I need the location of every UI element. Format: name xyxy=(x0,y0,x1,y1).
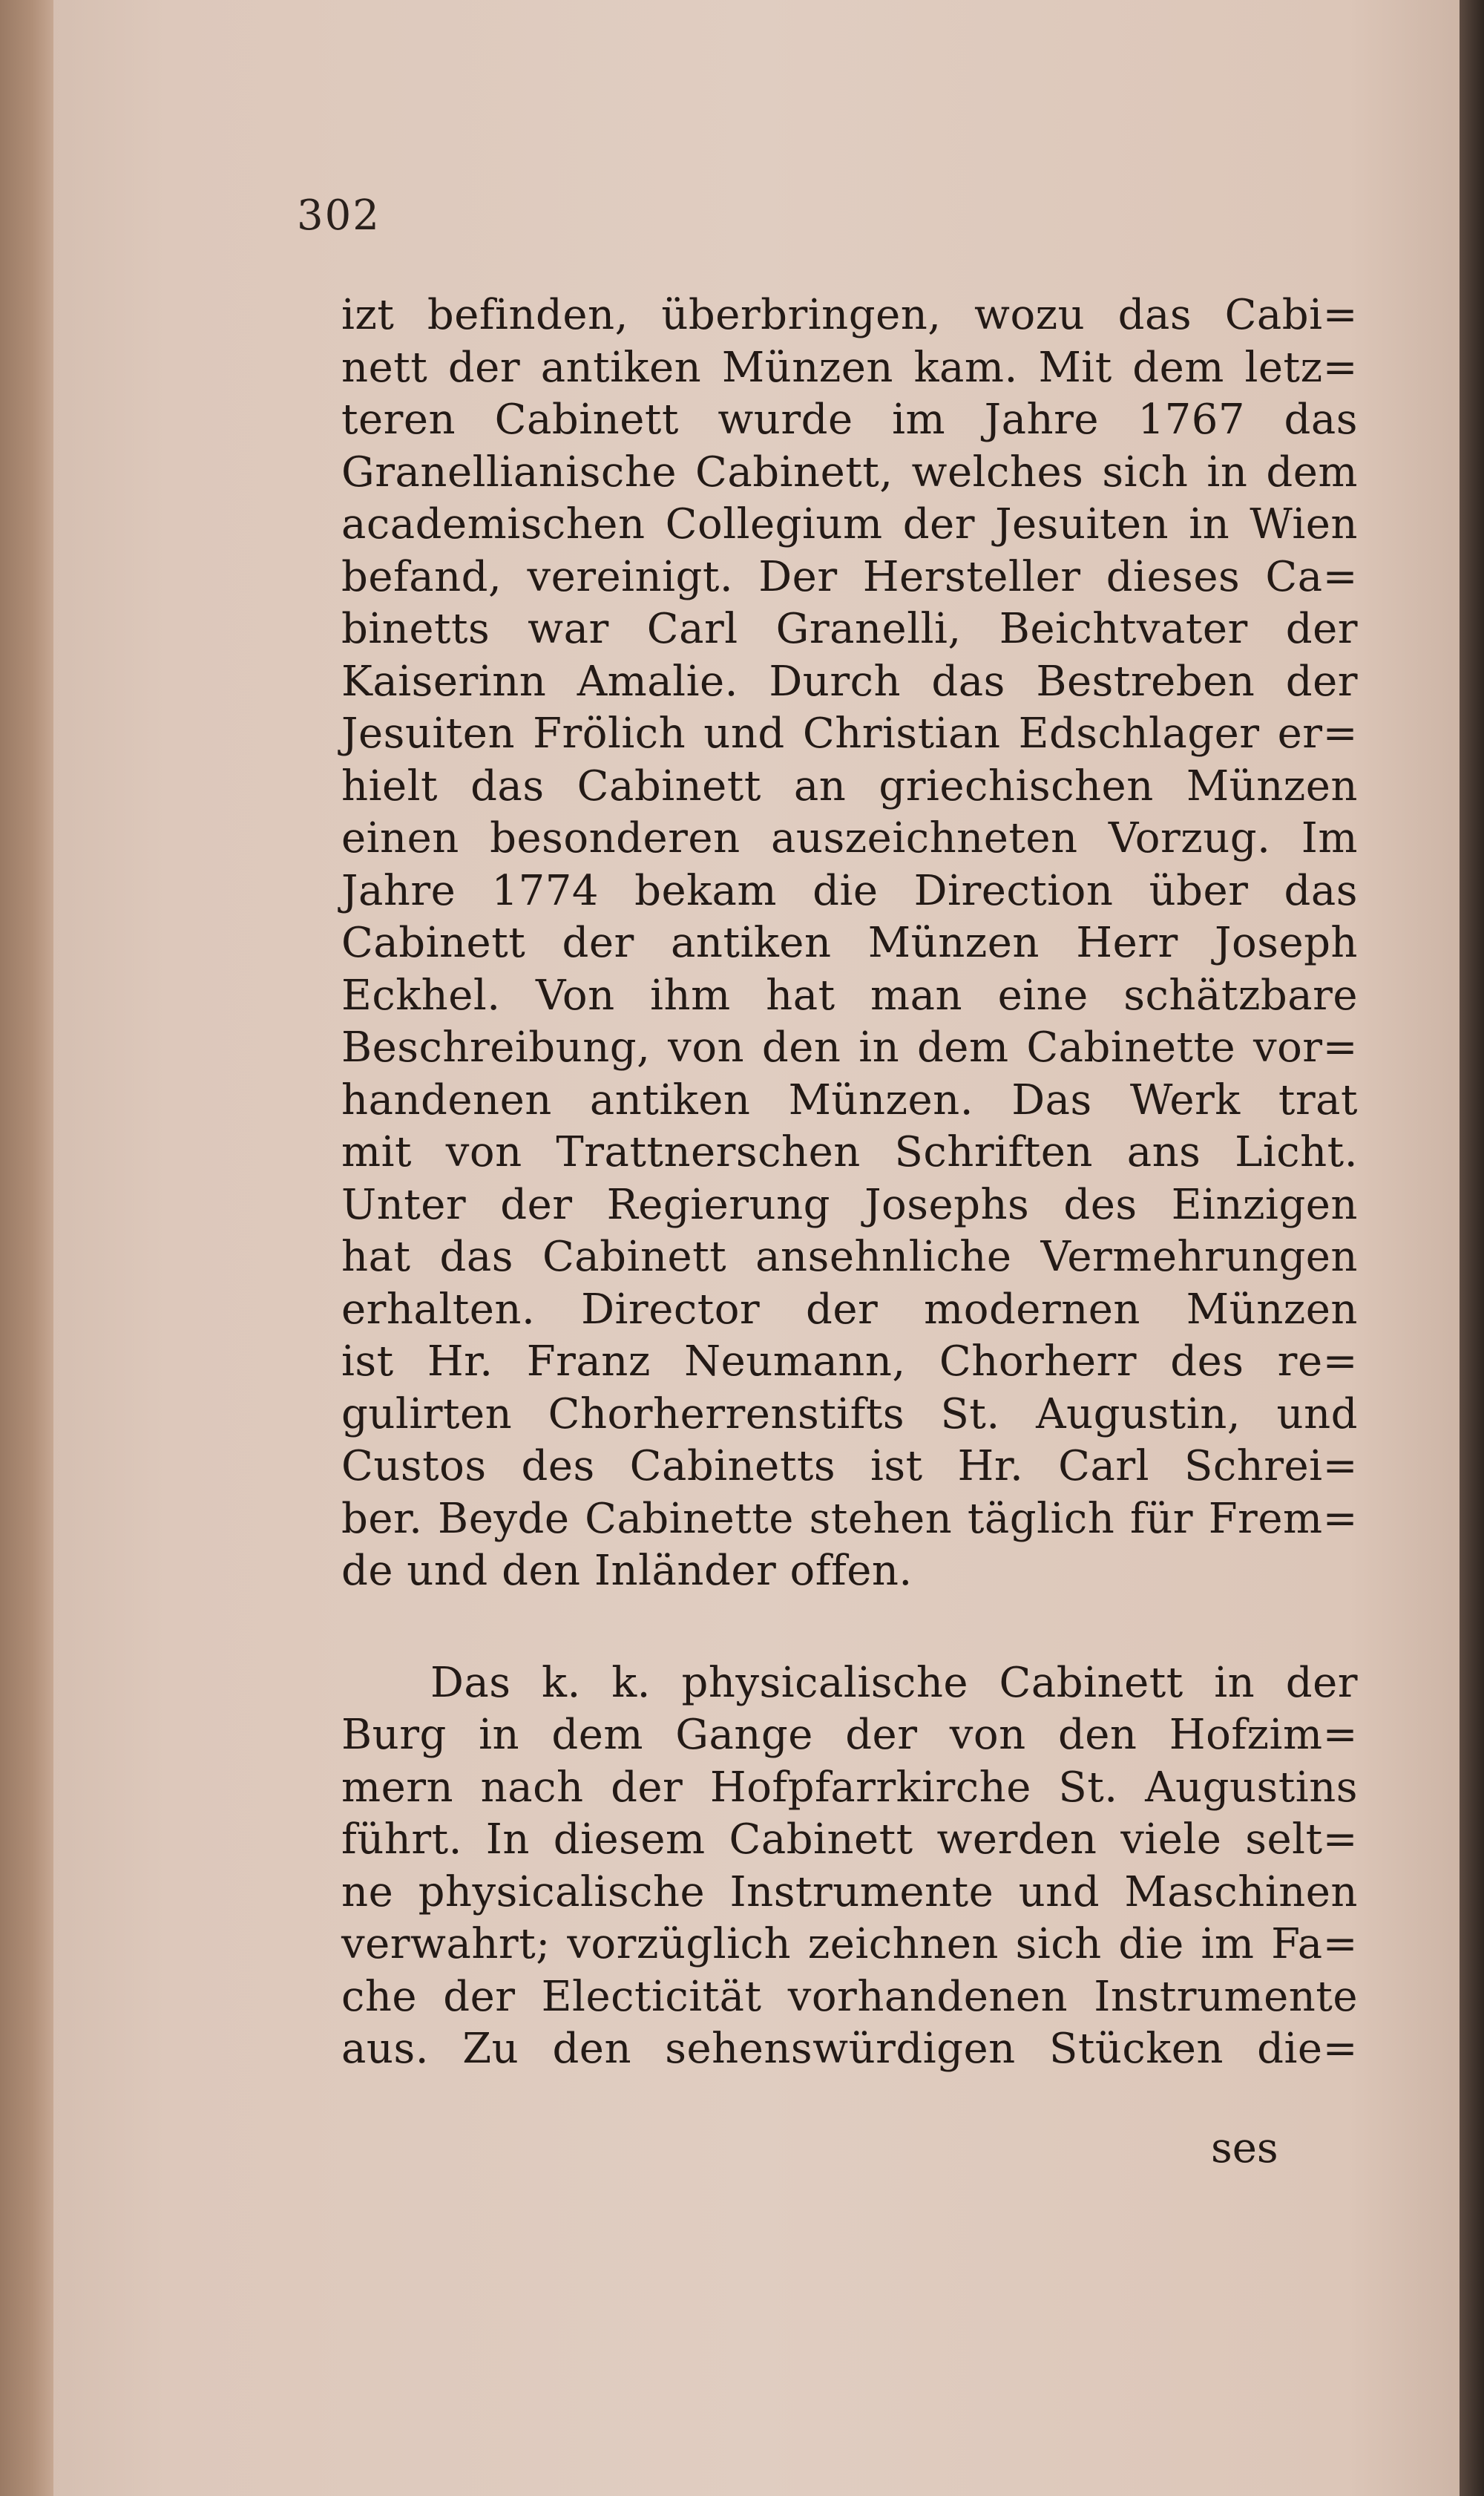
text-line: Unter der Regierung Josephs des Einzigen xyxy=(341,1180,1358,1229)
text-line: ber. Beyde Cabinette stehen täglich für Frem= xyxy=(341,1494,1358,1543)
text-line: erhalten. Director der modernen Münzen xyxy=(341,1285,1358,1334)
text-line: Granellianische Cabinett, welches sich in dem xyxy=(341,448,1358,497)
text-line: mit von Trattnerschen Schriften ans Licht. xyxy=(341,1128,1358,1176)
text-line: teren Cabinett wurde im Jahre 1767 das xyxy=(341,396,1358,444)
text-line: Custos des Cabinetts ist Hr. Carl Schrei= xyxy=(341,1442,1358,1490)
text-line: Cabinett der antiken Münzen Herr Joseph xyxy=(341,919,1358,967)
page-number: 302 xyxy=(297,191,381,240)
text-line: Beschreibung, von den in dem Cabinette vor= xyxy=(341,1023,1358,1072)
text-line: Kaiserinn Amalie. Durch das Bestreben der xyxy=(341,657,1358,706)
text-line: ne physicalische Instrumente und Maschinen xyxy=(341,1867,1358,1916)
text-line: Jahre 1774 bekam die Direction über das xyxy=(341,866,1358,915)
text-line: Jesuiten Frölich und Christian Edschlager er= xyxy=(341,710,1358,758)
text-line: binetts war Carl Granelli, Beichtvater der xyxy=(341,605,1358,653)
catchword: ses xyxy=(1211,2124,1278,2172)
text-line: hielt das Cabinett an griechischen Münzen xyxy=(341,761,1358,810)
text-line: gulirten Chorherrenstifts St. Augustin, und xyxy=(341,1389,1358,1438)
book-cover-edge-right xyxy=(1460,0,1484,2496)
text-line: führt. In diesem Cabinett werden viele selt= xyxy=(341,1815,1358,1864)
text-line: hat das Cabinett ansehnliche Vermehrungen xyxy=(341,1233,1358,1281)
text-line: academischen Collegium der Jesuiten in Wien xyxy=(341,500,1358,548)
paragraph-physics-cabinet xyxy=(341,1657,1358,2076)
text-line: izt befinden, überbringen, wozu das Cabi= xyxy=(341,291,1358,339)
text-line: ist Hr. Franz Neumann, Chorherr des re= xyxy=(341,1337,1358,1386)
book-cover-edge-left xyxy=(0,0,53,2496)
text-line: Eckhel. Von ihm hat man eine schätzbare xyxy=(341,971,1358,1020)
text-line: de und den Inländer offen. xyxy=(341,1547,913,1595)
text-line: handenen antiken Münzen. Das Werk trat xyxy=(341,1075,1358,1124)
text-line: befand, vereinigt. Der Hersteller dieses Ca= xyxy=(341,552,1358,601)
text-line: aus. Zu den sehenswürdigen Stücken die= xyxy=(341,2025,1358,2073)
text-line: einen besonderen auszeichneten Vorzug. Im xyxy=(341,814,1358,862)
text-line: nett der antiken Münzen kam. Mit dem letz= xyxy=(341,343,1358,392)
text-line: Burg in dem Gange der von den Hofzim= xyxy=(341,1711,1358,1759)
text-line: verwahrt; vorzüglich zeichnen sich die im Fa= xyxy=(341,1920,1358,1968)
text-line: mern nach der Hofpfarrkirche St. Augustins xyxy=(341,1763,1358,1812)
text-line: che der Electicität vorhandenen Instrumente xyxy=(341,1972,1358,2021)
paragraph-gap xyxy=(341,1598,1358,1657)
paragraph-coin-cabinet xyxy=(341,289,1358,1598)
text-block xyxy=(341,289,1358,2076)
text-line: Das k. k. physicalische Cabinett in der xyxy=(430,1658,1358,1707)
